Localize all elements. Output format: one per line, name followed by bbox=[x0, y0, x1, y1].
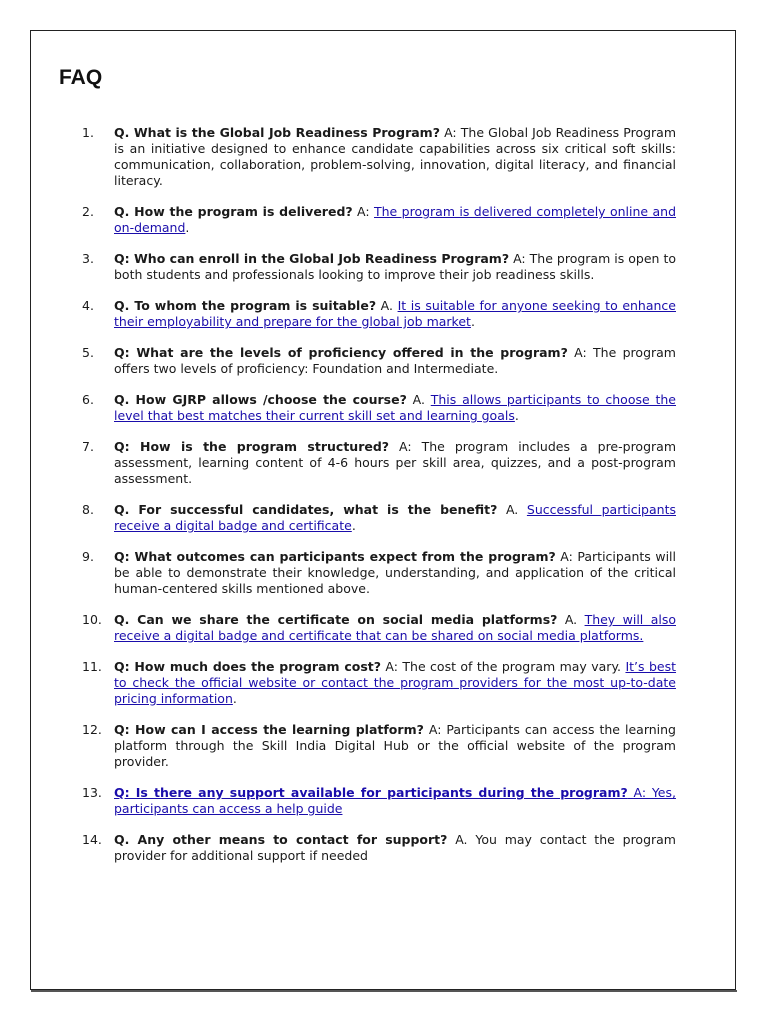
answer-tail: . bbox=[232, 691, 237, 706]
question: Q: What outcomes can participants expect from the program? bbox=[114, 549, 556, 564]
answer: The program includes a pre-program assessment, learning content of 4-6 hours per skill area, quizzes, and a post-program assessment. bbox=[114, 439, 676, 486]
answer: The program is open to both students and professionals looking to improve their job readiness skills. bbox=[114, 251, 676, 282]
question: Q: How much does the program cost? bbox=[114, 659, 381, 674]
question: Q. How the program is delivered? bbox=[114, 204, 353, 219]
faq-item-4 bbox=[82, 298, 676, 330]
answer: Participants can access the learning platform through the Skill India Digital Hub or the official website of the program provider. bbox=[114, 722, 676, 769]
item-number: 1. bbox=[82, 125, 94, 140]
answer-tail: . bbox=[185, 220, 190, 235]
question: Q: Who can enroll in the Global Job Readiness Program? bbox=[114, 251, 510, 266]
item-number: 5. bbox=[82, 345, 94, 360]
answer-prefix: A. bbox=[557, 612, 585, 627]
answer-prefix: A. bbox=[406, 392, 431, 407]
answer: You may contact the program provider for additional support if needed bbox=[114, 832, 676, 863]
answer-link[interactable]: It is suitable for anyone seeking to enhance their employability and prepare for the global job market bbox=[114, 298, 676, 329]
item-number: 10. bbox=[82, 612, 102, 627]
item-number: 14. bbox=[82, 832, 102, 847]
answer: The Global Job Readiness Program is an initiative designed to enhance candidate capabilities across six critical soft skills: communication, collaboration, problem-solving, innovation, digital literacy, and financial literacy. bbox=[114, 125, 676, 188]
faq-item-11 bbox=[82, 659, 676, 707]
answer-link[interactable]: The program is delivered completely online and on-demand bbox=[114, 204, 677, 235]
answer-link[interactable]: It’s best to check the official website or contact the program providers for the most up-to-date pricing information bbox=[114, 659, 677, 706]
answer: The cost of the program may vary. bbox=[402, 659, 626, 674]
answer-link[interactable]: This allows participants to choose the level that best matches their current skill set and learning goals bbox=[114, 392, 676, 423]
answer-prefix: A: bbox=[381, 659, 403, 674]
question: Q. How GJRP allows /choose the course? bbox=[114, 392, 407, 407]
question: Q. Any other means to contact for support? bbox=[114, 832, 448, 847]
answer-link[interactable]: They will also receive a digital badge and certificate that can be shared on social media platforms. bbox=[114, 612, 676, 643]
answer: The program offers two levels of proficiency: Foundation and Intermediate. bbox=[114, 345, 676, 376]
answer-prefix: A: bbox=[555, 549, 578, 564]
faq-item-13 bbox=[82, 785, 676, 817]
answer-prefix: A: bbox=[352, 204, 374, 219]
question: Q. What is the Global Job Readiness Program? bbox=[114, 125, 440, 140]
faq-list bbox=[82, 125, 676, 879]
item-number: 11. bbox=[82, 659, 102, 674]
faq-item-14 bbox=[82, 832, 676, 864]
answer: Participants will be able to demonstrate their knowledge, understanding, and application of the critical human-centered skills mentioned above. bbox=[114, 549, 676, 596]
faq-item-10 bbox=[82, 612, 676, 644]
faq-item-1 bbox=[82, 125, 676, 189]
answer-prefix: A. bbox=[376, 298, 398, 313]
item-number: 13. bbox=[82, 785, 102, 800]
answer-link[interactable]: Successful participants receive a digital badge and certificate bbox=[114, 502, 676, 533]
page-title: FAQ bbox=[59, 66, 103, 89]
answer-prefix: A: bbox=[389, 439, 422, 454]
item-number: 8. bbox=[82, 502, 94, 517]
question: Q. Can we share the certificate on social media platforms? bbox=[114, 612, 558, 627]
faq-item-6 bbox=[82, 392, 676, 424]
faq-item-9 bbox=[82, 549, 676, 597]
answer-prefix: A. bbox=[497, 502, 527, 517]
faq-item-7 bbox=[82, 439, 676, 487]
item-number: 6. bbox=[82, 392, 94, 407]
answer-tail: . bbox=[470, 314, 475, 329]
answer-prefix: A: bbox=[509, 251, 530, 266]
page-shadow bbox=[31, 990, 737, 992]
item-number: 7. bbox=[82, 439, 94, 454]
answer-tail: . bbox=[514, 408, 519, 423]
question: Q. To whom the program is suitable? bbox=[114, 298, 377, 313]
faq-item-8 bbox=[82, 502, 676, 534]
answer-prefix: A: bbox=[439, 125, 461, 140]
item-number: 4. bbox=[82, 298, 94, 313]
question: Q: How can I access the learning platform? bbox=[114, 722, 424, 737]
answer-prefix: A: bbox=[567, 345, 594, 360]
question: Q. For successful candidates, what is the benefit? bbox=[114, 502, 498, 517]
question-link[interactable]: Q: Is there any support available for participants during the program? bbox=[114, 785, 628, 800]
faq-item-3 bbox=[82, 251, 676, 283]
question: Q: What are the levels of proficiency offered in the program? bbox=[114, 345, 568, 360]
answer-link[interactable]: A: Yes, participants can access a help guide bbox=[114, 785, 676, 816]
answer-prefix: A: bbox=[423, 722, 447, 737]
item-number: 9. bbox=[82, 549, 94, 564]
answer-prefix: A. bbox=[447, 832, 476, 847]
answer-tail: . bbox=[351, 518, 356, 533]
item-number: 3. bbox=[82, 251, 94, 266]
item-number: 12. bbox=[82, 722, 102, 737]
question: Q: How is the program structured? bbox=[114, 439, 390, 454]
item-number: 2. bbox=[82, 204, 94, 219]
faq-item-12 bbox=[82, 722, 676, 770]
faq-item-2 bbox=[82, 204, 676, 236]
faq-item-5 bbox=[82, 345, 676, 377]
